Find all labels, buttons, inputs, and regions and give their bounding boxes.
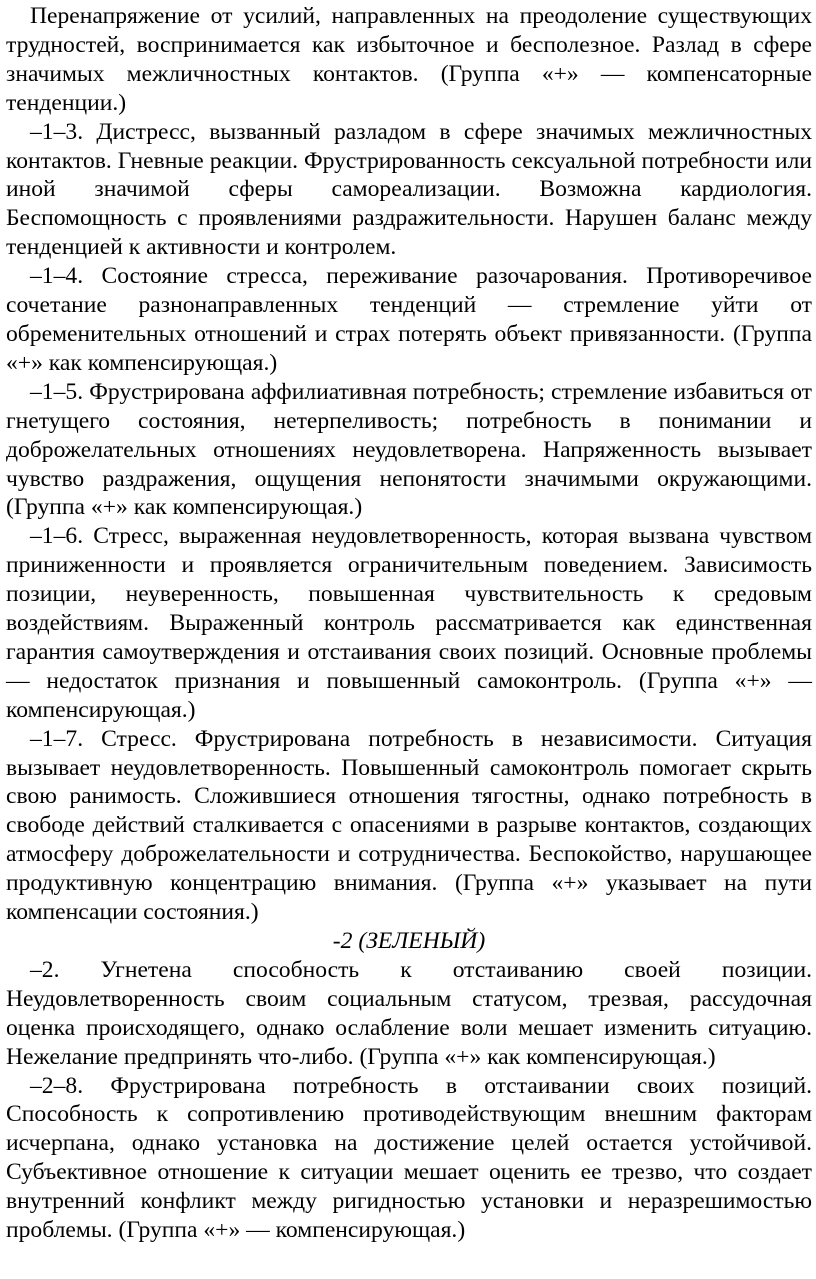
document-page xyxy=(6,2,812,1245)
paragraph-2: –2. Угнетена способность к отстаиванию своей позиции. Неудовлетворенность своим социальным статусом, трезвая, рассудочная оценка происходящего, однако ослабление воли мешает изменить ситуацию. Нежелание предпринять что-либо. (Группа «+» как компенсирующая.) xyxy=(6,956,812,1070)
paragraph-1-4: –1–4. Состояние стресса, переживание разочарования. Противоречивое сочетание разнонаправленных тенденций — стремление уйти от обременительных отношений и страх потерять объект привязанности. (Группа «+» как компенсирующая.) xyxy=(6,263,812,376)
paragraph-1-3: –1–3. Дистресс, вызванный разладом в сфере значимых межличностных контактов. Гневные реакции. Фрустрированность сексуальной потребности или иной значимой сферы самореализации. Возможна кардиология. Беспомощность с проявлениями раздражительности. Нарушен баланс между тенденцией к активности и контролем. xyxy=(6,118,812,261)
paragraph-1-5: –1–5. Фрустрирована аффилиативная потребность; стремление избавиться от гнетущего состояния, нетерпеливость; потребность в понимании и доброжелательных отношениях неудовлетворена. Напряженность вызывает чувство раздражения, ощущения непонятости значимыми окружающими. (Группа «+» как компенсирующая.) xyxy=(6,378,812,521)
paragraph-1-7: –1–7. Стресс. Фрустрирована потребность в независимости. Ситуация вызывает неудовлетворенность. Повышенный самоконтроль помогает скрыть свою ранимость. Сложившиеся отношения тягостны, однако потребность в свободе действий сталкивается с опасениями в разрыве контактов, создающих атмосферу доброжелательности и сотрудничества. Беспокойство, нарушающее продуктивную концентрацию внимания. (Группа «+» указывает на пути компенсации состояния.) xyxy=(6,725,812,926)
paragraph-overstrain: Перенапряжение от усилий, направленных на преодоление существующих трудностей, воспринимается как избыточное и бесполезное. Разлад в сфере значимых межличностных контактов. (Группа «+» — компенсаторные тенденции.) xyxy=(6,3,812,116)
paragraph-1-6: –1–6. Стресс, выраженная неудовлетворенность, которая вызвана чувством приниженности и проявляется ограничительным поведением. Зависимость позиции, неуверенность, повышенная чувствительность к средовым воздействиям. Выраженный контроль рассматривается как единственная гарантия самоутверждения и отстаивания своих позиций. Основные проблемы — недостаток признания и повышенный самоконтроль. (Группа «+» — компенсирующая.) xyxy=(6,523,812,723)
paragraph-2-8: –2–8. Фрустрирована потребность в отстаивании своих позиций. Способность к сопротивлению противодействующим внешним факторам исчерпана, однако установка на достижение целей остается устойчивой. Субъективное отношение к ситуации мешает оценить ее трезво, что создает внутренний конфликт между ригидностью установки и неразрешимостью проблемы. (Группа «+» — компенсирующая.) xyxy=(6,1072,812,1244)
section-heading-green: -2 (ЗЕЛЕНЫЙ) xyxy=(332,928,486,954)
